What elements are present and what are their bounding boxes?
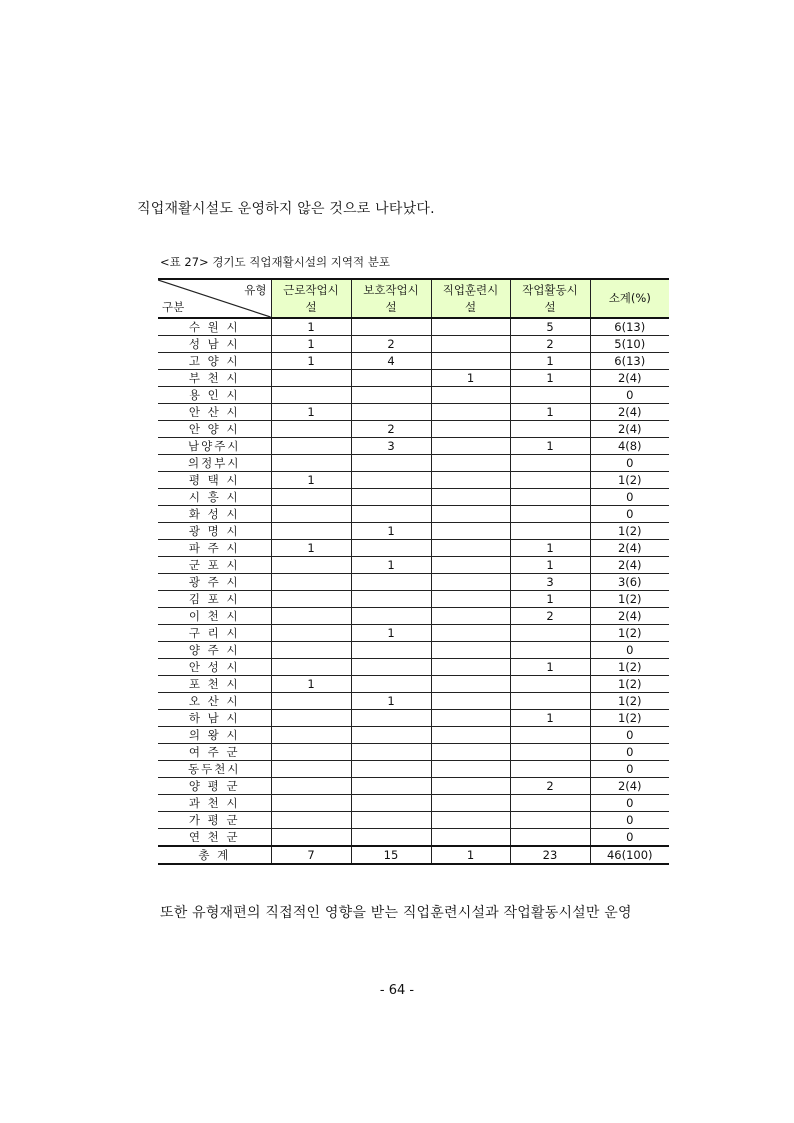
subtotal-cell: 1(2) xyxy=(590,523,669,540)
subtotal-cell: 0 xyxy=(590,506,669,523)
vocational-training-cell xyxy=(431,608,510,625)
work-activity-cell: 1 xyxy=(510,353,590,370)
work-facility-cell xyxy=(271,438,351,455)
vocational-training-cell xyxy=(431,421,510,438)
vocational-training-cell xyxy=(431,318,510,336)
protected-workshop-cell xyxy=(351,489,431,506)
header-corner-cell xyxy=(158,279,271,318)
work-facility-cell xyxy=(271,387,351,404)
work-facility-cell xyxy=(271,557,351,574)
region-cell: 군 포 시 xyxy=(158,557,271,574)
work-facility-cell xyxy=(271,574,351,591)
vocational-training-cell xyxy=(431,506,510,523)
vocational-training-cell xyxy=(431,676,510,693)
work-activity-cell: 1 xyxy=(510,557,590,574)
subtotal-cell: 2(4) xyxy=(590,557,669,574)
work-activity-cell: 2 xyxy=(510,336,590,353)
region-cell: 양 주 시 xyxy=(158,642,271,659)
work-facility-cell xyxy=(271,642,351,659)
table-row xyxy=(158,370,669,387)
table-row xyxy=(158,642,669,659)
protected-workshop-cell xyxy=(351,608,431,625)
work-facility-cell: 1 xyxy=(271,404,351,421)
total-label: 총 계 xyxy=(158,846,271,864)
table-row xyxy=(158,778,669,795)
table-caption: <표 27> 경기도 직업재활시설의 지역적 분포 xyxy=(160,255,390,269)
protected-workshop-cell xyxy=(351,812,431,829)
subtotal-cell: 2(4) xyxy=(590,421,669,438)
work-facility-cell xyxy=(271,370,351,387)
work-facility-cell xyxy=(271,625,351,642)
vocational-training-cell xyxy=(431,642,510,659)
subtotal-cell: 2(4) xyxy=(590,608,669,625)
table-row xyxy=(158,829,669,847)
region-cell: 과 천 시 xyxy=(158,795,271,812)
total-work-activity: 23 xyxy=(510,846,590,864)
work-facility-cell xyxy=(271,710,351,727)
work-activity-cell: 1 xyxy=(510,370,590,387)
region-cell: 광 명 시 xyxy=(158,523,271,540)
work-activity-cell: 3 xyxy=(510,574,590,591)
subtotal-cell: 4(8) xyxy=(590,438,669,455)
subtotal-cell: 1(2) xyxy=(590,710,669,727)
region-cell: 동두천시 xyxy=(158,761,271,778)
work-activity-cell xyxy=(510,472,590,489)
body-paragraph-top: 직업재활시설도 운영하지 않은 것으로 나타났다. xyxy=(137,201,435,217)
subtotal-cell: 1(2) xyxy=(590,591,669,608)
table-row xyxy=(158,353,669,370)
region-cell: 평 택 시 xyxy=(158,472,271,489)
header-work-activity: 작업활동시 설 xyxy=(510,279,590,318)
vocational-training-cell xyxy=(431,540,510,557)
protected-workshop-cell: 3 xyxy=(351,438,431,455)
work-activity-cell xyxy=(510,421,590,438)
work-activity-cell xyxy=(510,523,590,540)
protected-workshop-cell xyxy=(351,540,431,557)
work-activity-cell xyxy=(510,829,590,847)
table-row xyxy=(158,676,669,693)
region-cell: 광 주 시 xyxy=(158,574,271,591)
vocational-training-cell xyxy=(431,591,510,608)
protected-workshop-cell xyxy=(351,676,431,693)
protected-workshop-cell xyxy=(351,642,431,659)
protected-workshop-cell: 1 xyxy=(351,557,431,574)
subtotal-cell: 0 xyxy=(590,727,669,744)
table-row xyxy=(158,336,669,353)
work-facility-cell xyxy=(271,727,351,744)
page-number: - 64 - xyxy=(379,983,415,998)
table-header xyxy=(158,279,669,318)
region-cell: 부 천 시 xyxy=(158,370,271,387)
region-cell: 연 천 군 xyxy=(158,829,271,847)
subtotal-cell: 0 xyxy=(590,829,669,847)
region-cell: 이 천 시 xyxy=(158,608,271,625)
table-row xyxy=(158,693,669,710)
work-facility-cell xyxy=(271,455,351,472)
subtotal-cell: 1(2) xyxy=(590,659,669,676)
region-cell: 용 인 시 xyxy=(158,387,271,404)
work-activity-cell xyxy=(510,761,590,778)
vocational-training-cell: 1 xyxy=(431,370,510,387)
table-body xyxy=(158,318,669,846)
vocational-training-cell xyxy=(431,336,510,353)
work-facility-cell xyxy=(271,778,351,795)
vocational-training-cell xyxy=(431,489,510,506)
vocational-training-cell xyxy=(431,693,510,710)
work-activity-cell: 1 xyxy=(510,404,590,421)
vocational-training-cell xyxy=(431,829,510,847)
vocational-training-cell xyxy=(431,778,510,795)
table-row xyxy=(158,591,669,608)
subtotal-cell: 0 xyxy=(590,387,669,404)
protected-workshop-cell: 2 xyxy=(351,336,431,353)
header-vocational-training: 직업훈련시 설 xyxy=(431,279,510,318)
subtotal-cell: 1(2) xyxy=(590,625,669,642)
subtotal-cell: 1(2) xyxy=(590,693,669,710)
work-facility-cell xyxy=(271,795,351,812)
region-cell: 고 양 시 xyxy=(158,353,271,370)
table-row xyxy=(158,795,669,812)
work-activity-cell xyxy=(510,795,590,812)
work-facility-cell xyxy=(271,761,351,778)
vocational-training-cell xyxy=(431,387,510,404)
work-activity-cell xyxy=(510,489,590,506)
protected-workshop-cell xyxy=(351,506,431,523)
subtotal-cell: 2(4) xyxy=(590,404,669,421)
subtotal-cell: 1(2) xyxy=(590,676,669,693)
subtotal-cell: 0 xyxy=(590,642,669,659)
work-facility-cell: 1 xyxy=(271,318,351,336)
protected-workshop-cell: 1 xyxy=(351,693,431,710)
protected-workshop-cell xyxy=(351,591,431,608)
subtotal-cell: 0 xyxy=(590,812,669,829)
total-row xyxy=(158,846,669,864)
vocational-training-cell xyxy=(431,659,510,676)
protected-workshop-cell xyxy=(351,574,431,591)
subtotal-cell: 2(4) xyxy=(590,370,669,387)
work-facility-cell xyxy=(271,693,351,710)
table-row xyxy=(158,421,669,438)
protected-workshop-cell xyxy=(351,659,431,676)
table-row xyxy=(158,506,669,523)
region-cell: 시 흥 시 xyxy=(158,489,271,506)
region-cell: 성 남 시 xyxy=(158,336,271,353)
region-cell: 화 성 시 xyxy=(158,506,271,523)
work-activity-cell: 2 xyxy=(510,778,590,795)
work-facility-cell xyxy=(271,659,351,676)
work-activity-cell: 1 xyxy=(510,591,590,608)
table-row xyxy=(158,523,669,540)
work-activity-cell: 1 xyxy=(510,710,590,727)
table-row xyxy=(158,472,669,489)
protected-workshop-cell xyxy=(351,404,431,421)
protected-workshop-cell xyxy=(351,710,431,727)
vocational-training-cell xyxy=(431,812,510,829)
table-footer xyxy=(158,846,669,864)
vocational-training-cell xyxy=(431,523,510,540)
table-row xyxy=(158,659,669,676)
vocational-training-cell xyxy=(431,455,510,472)
work-activity-cell: 2 xyxy=(510,608,590,625)
work-facility-cell xyxy=(271,421,351,438)
work-facility-cell: 1 xyxy=(271,336,351,353)
work-facility-cell: 1 xyxy=(271,676,351,693)
table-row xyxy=(158,455,669,472)
subtotal-cell: 2(4) xyxy=(590,540,669,557)
subtotal-cell: 0 xyxy=(590,455,669,472)
table-row xyxy=(158,540,669,557)
subtotal-cell: 2(4) xyxy=(590,778,669,795)
work-activity-cell xyxy=(510,693,590,710)
region-cell: 양 평 군 xyxy=(158,778,271,795)
region-cell: 안 양 시 xyxy=(158,421,271,438)
header-protected-workshop: 보호작업시 설 xyxy=(351,279,431,318)
vocational-training-cell xyxy=(431,438,510,455)
work-activity-cell: 5 xyxy=(510,318,590,336)
work-facility-cell: 1 xyxy=(271,540,351,557)
work-activity-cell: 1 xyxy=(510,659,590,676)
region-cell: 구 리 시 xyxy=(158,625,271,642)
work-facility-cell xyxy=(271,744,351,761)
subtotal-cell: 6(13) xyxy=(590,318,669,336)
protected-workshop-cell xyxy=(351,778,431,795)
protected-workshop-cell xyxy=(351,744,431,761)
vocational-training-cell xyxy=(431,710,510,727)
table-row xyxy=(158,812,669,829)
work-activity-cell: 1 xyxy=(510,540,590,557)
work-facility-cell xyxy=(271,523,351,540)
table-row xyxy=(158,438,669,455)
subtotal-cell: 0 xyxy=(590,744,669,761)
protected-workshop-cell: 4 xyxy=(351,353,431,370)
work-activity-cell xyxy=(510,744,590,761)
region-cell: 오 산 시 xyxy=(158,693,271,710)
protected-workshop-cell: 1 xyxy=(351,523,431,540)
total-work-facility: 7 xyxy=(271,846,351,864)
subtotal-cell: 0 xyxy=(590,795,669,812)
vocational-training-cell xyxy=(431,761,510,778)
vocational-training-cell xyxy=(431,574,510,591)
region-cell: 포 천 시 xyxy=(158,676,271,693)
region-cell: 안 산 시 xyxy=(158,404,271,421)
total-vocational-training: 1 xyxy=(431,846,510,864)
table-row xyxy=(158,489,669,506)
total-protected-workshop: 15 xyxy=(351,846,431,864)
protected-workshop-cell xyxy=(351,761,431,778)
vocational-training-cell xyxy=(431,727,510,744)
work-facility-cell: 1 xyxy=(271,353,351,370)
region-cell: 하 남 시 xyxy=(158,710,271,727)
protected-workshop-cell xyxy=(351,727,431,744)
table-row xyxy=(158,710,669,727)
work-activity-cell xyxy=(510,625,590,642)
table-row xyxy=(158,557,669,574)
vocational-training-cell xyxy=(431,557,510,574)
work-facility-cell: 1 xyxy=(271,472,351,489)
subtotal-cell: 0 xyxy=(590,761,669,778)
work-activity-cell: 1 xyxy=(510,438,590,455)
protected-workshop-cell: 2 xyxy=(351,421,431,438)
region-cell: 의정부시 xyxy=(158,455,271,472)
work-activity-cell xyxy=(510,455,590,472)
region-cell: 파 주 시 xyxy=(158,540,271,557)
protected-workshop-cell xyxy=(351,455,431,472)
subtotal-cell: 0 xyxy=(590,489,669,506)
work-facility-cell xyxy=(271,829,351,847)
table-row xyxy=(158,387,669,404)
vocational-training-cell xyxy=(431,472,510,489)
subtotal-cell: 6(13) xyxy=(590,353,669,370)
protected-workshop-cell xyxy=(351,370,431,387)
header-division-label: 구분 xyxy=(162,300,185,314)
work-activity-cell xyxy=(510,387,590,404)
work-activity-cell xyxy=(510,812,590,829)
work-facility-cell xyxy=(271,608,351,625)
region-cell: 남양주시 xyxy=(158,438,271,455)
header-subtotal: 소계(%) xyxy=(590,279,669,318)
table-row xyxy=(158,318,669,336)
header-type-label: 유형 xyxy=(244,283,267,297)
work-activity-cell xyxy=(510,642,590,659)
region-cell: 가 평 군 xyxy=(158,812,271,829)
work-activity-cell xyxy=(510,506,590,523)
protected-workshop-cell xyxy=(351,795,431,812)
work-facility-cell xyxy=(271,812,351,829)
table-row xyxy=(158,727,669,744)
protected-workshop-cell xyxy=(351,387,431,404)
subtotal-cell: 5(10) xyxy=(590,336,669,353)
protected-workshop-cell xyxy=(351,472,431,489)
table-row xyxy=(158,744,669,761)
vocational-training-cell xyxy=(431,795,510,812)
distribution-table xyxy=(158,278,669,865)
body-paragraph-bottom: 또한 유형재편의 직접적인 영향을 받는 직업훈련시설과 작업활동시설만 운영 xyxy=(160,905,632,921)
protected-workshop-cell xyxy=(351,318,431,336)
protected-workshop-cell: 1 xyxy=(351,625,431,642)
header-work-facility: 근로작업시 설 xyxy=(271,279,351,318)
table-row xyxy=(158,404,669,421)
subtotal-cell: 1(2) xyxy=(590,472,669,489)
table-row xyxy=(158,625,669,642)
region-cell: 김 포 시 xyxy=(158,591,271,608)
vocational-training-cell xyxy=(431,625,510,642)
work-facility-cell xyxy=(271,591,351,608)
work-facility-cell xyxy=(271,506,351,523)
table-row xyxy=(158,761,669,778)
vocational-training-cell xyxy=(431,404,510,421)
work-facility-cell xyxy=(271,489,351,506)
table-row xyxy=(158,608,669,625)
subtotal-cell: 3(6) xyxy=(590,574,669,591)
region-cell: 수 원 시 xyxy=(158,318,271,336)
table-row xyxy=(158,574,669,591)
vocational-training-cell xyxy=(431,744,510,761)
region-cell: 안 성 시 xyxy=(158,659,271,676)
work-activity-cell xyxy=(510,676,590,693)
protected-workshop-cell xyxy=(351,829,431,847)
region-cell: 여 주 군 xyxy=(158,744,271,761)
work-activity-cell xyxy=(510,727,590,744)
region-cell: 의 왕 시 xyxy=(158,727,271,744)
total-subtotal: 46(100) xyxy=(590,846,669,864)
vocational-training-cell xyxy=(431,353,510,370)
